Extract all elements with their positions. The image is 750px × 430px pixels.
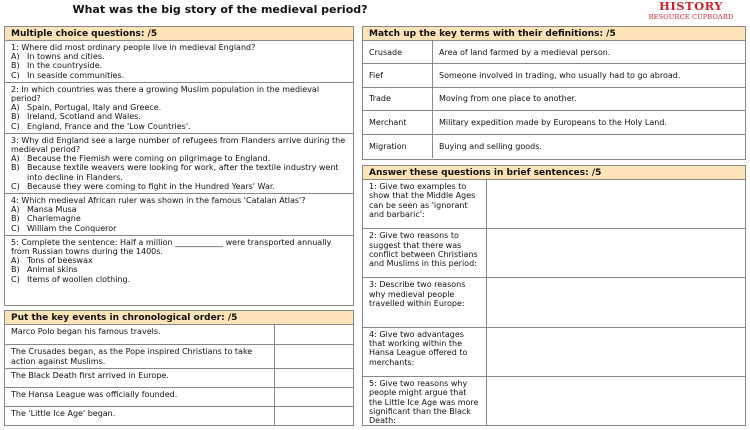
order-answer-box[interactable] [275, 369, 353, 387]
term-row [363, 41, 745, 64]
event-row [5, 369, 353, 388]
event-text: The 'Little Ice Age' began. [5, 407, 275, 425]
brief-question: 3: Describe two reasons why medieval people travelled within Europe: [363, 278, 487, 326]
answer-option[interactable]: B) Because textile weavers were looking for work, after the textile industry went into decline in Flanders. [11, 163, 339, 182]
answer-option[interactable]: B) Ireland, Scotland and Wales. [11, 112, 141, 122]
answer-option[interactable]: B) Animal skins [11, 265, 78, 275]
mcq-question [5, 83, 353, 134]
answer-box[interactable] [487, 278, 745, 326]
multiple-choice-panel [4, 26, 354, 306]
question-text: 5: Complete the sentence: Half a million ____________ were transported annually from Russian towns during the 1400s. [11, 237, 332, 257]
order-answer-box[interactable] [275, 325, 353, 344]
page-title: What was the big story of the medieval period? [72, 3, 368, 16]
logo-line-1: HISTORY [658, 0, 724, 13]
brief-answers-panel [362, 165, 746, 426]
answer-option[interactable]: C) England, France and the 'Low Countries'. [11, 121, 191, 131]
term-row [363, 135, 745, 158]
answer-box[interactable] [487, 180, 745, 228]
answer-option[interactable]: A) In towns and cities. [11, 52, 105, 62]
answer-option[interactable]: B) In the countryside. [11, 61, 103, 71]
definition: Area of land farmed by a medieval person. [439, 47, 611, 57]
multiple-choice-questions [5, 41, 353, 286]
question-text: 3: Why did England see a large number of refugees from Flanders arrive during the medieval period? [11, 135, 346, 155]
mcq-question [5, 236, 353, 286]
brief-question: 1: Give two examples to show that the Middle Ages can be seen as 'ignorant and barbaric': [363, 180, 487, 228]
multiple-choice-heading: Multiple choice questions: /5 [5, 27, 353, 41]
definition: Military expedition made by Europeans to the Holy Land. [439, 117, 667, 127]
answer-option[interactable]: A) Mansa Musa [11, 205, 77, 215]
brief-answers-heading: Answer these questions in brief sentences: /5 [363, 166, 745, 180]
term-row [363, 64, 745, 87]
brief-question-row [363, 377, 745, 426]
question-text: 1: Where did most ordinary people live in medieval England? [11, 43, 256, 52]
definition: Moving from one place to another. [439, 94, 577, 104]
event-text: The Black Death first arrived in Europe. [5, 369, 275, 387]
question-text: 4: Which medieval African ruler was shown in the famous 'Catalan Atlas'? [11, 196, 306, 206]
question-text: 2: In which countries was there a growing Muslim population in the medieval period? [11, 84, 320, 104]
key-terms-heading: Match up the key terms with their definitions: /5 [363, 27, 745, 41]
event-text: The Hansa League was officially founded. [5, 388, 275, 406]
order-answer-box[interactable] [275, 345, 353, 368]
order-answer-box[interactable] [275, 407, 353, 425]
logo-line-2: RESOURCE CUPBOARD [648, 12, 734, 21]
term: Trade [363, 88, 433, 110]
answer-option[interactable]: A) Tons of beeswax [11, 256, 93, 266]
answer-option[interactable]: A) Because the Flemish were coming on pilgrimage to England. [11, 154, 271, 164]
term: Migration [363, 135, 433, 158]
term: Fief [363, 64, 433, 86]
chronological-order-panel [4, 310, 354, 426]
answer-option[interactable]: C) William the Conqueror [11, 223, 117, 233]
answer-box[interactable] [487, 377, 745, 426]
term: Crusade [363, 41, 433, 63]
event-row [5, 345, 353, 369]
event-text: The Crusades began, as the Pope inspired Christians to take action against Muslims. [5, 345, 275, 368]
answer-box[interactable] [487, 328, 745, 376]
answer-option[interactable]: C) Items of woollen clothing. [11, 274, 131, 284]
term-row [363, 88, 745, 111]
answer-box[interactable] [487, 229, 745, 277]
definition: Buying and selling goods. [439, 141, 542, 151]
definition: Someone involved in trading, who usually had to go abroad. [439, 71, 681, 81]
brief-question: 4: Give two advantages that working within the Hansa League offered to merchants: [363, 328, 487, 376]
mcq-question [5, 41, 353, 83]
order-answer-box[interactable] [275, 388, 353, 406]
brief-question-row [363, 278, 745, 327]
event-row [5, 325, 353, 345]
term: Merchant [363, 111, 433, 133]
answer-option[interactable]: B) Charlemagne [11, 214, 81, 224]
term-row [363, 111, 745, 134]
mcq-question [5, 194, 353, 236]
event-row [5, 388, 353, 407]
brief-question-row [363, 229, 745, 278]
history-resource-cupboard-logo [636, 1, 746, 20]
brief-question: 5: Give two reasons why people might argue that the Little Ice Age was more significant than the Black Death: [363, 377, 487, 426]
key-terms-panel [362, 26, 746, 160]
brief-question: 2: Give two reasons to suggest that there was conflict between Christians and Muslims in this period: [363, 229, 487, 277]
answer-option[interactable]: C) Because they were coming to fight in the Hundred Years' War. [11, 181, 275, 191]
chronological-order-heading: Put the key events in chronological order: /5 [5, 311, 353, 325]
event-text: Marco Polo began his famous travels. [5, 325, 275, 344]
answer-option[interactable]: A) Spain, Portugal, Italy and Greece. [11, 103, 162, 113]
mcq-question [5, 134, 353, 194]
answer-option[interactable]: C) In seaside communities. [11, 70, 125, 80]
event-row [5, 407, 353, 425]
brief-question-row [363, 180, 745, 229]
brief-question-row [363, 328, 745, 377]
